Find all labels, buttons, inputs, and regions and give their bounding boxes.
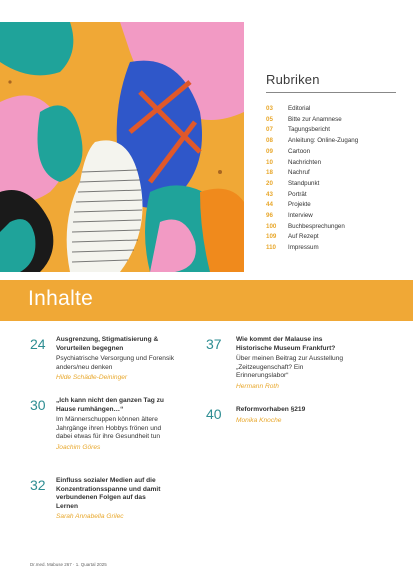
item-label: Anleitung: Online-Zugang <box>288 137 359 145</box>
article-title: Reformvorhaben §219 <box>236 406 306 413</box>
list-item[interactable] <box>266 190 396 201</box>
item-label: Projekte <box>288 201 311 209</box>
list-item[interactable] <box>266 200 396 211</box>
item-page: 109 <box>266 233 277 241</box>
rubriken-section <box>266 72 396 254</box>
item-label: Porträt <box>288 190 307 198</box>
article-author: Hilde Schädle-Deininger <box>56 374 128 382</box>
article-text <box>236 406 356 425</box>
item-page: 20 <box>266 179 273 187</box>
article-page-number: 32 <box>30 477 46 493</box>
article-page-number: 37 <box>206 336 222 352</box>
inhalte-banner <box>0 280 413 321</box>
item-page: 100 <box>266 222 277 230</box>
article-page-number: 40 <box>206 406 222 422</box>
list-item[interactable] <box>266 136 396 147</box>
article-author: Sarah Annabella Grilec <box>56 513 124 521</box>
item-label: Cartoon <box>288 147 311 155</box>
item-label: Tagungsbericht <box>288 126 330 134</box>
item-label: Standpunkt <box>288 179 320 187</box>
banner-title: Inhalte <box>28 287 94 310</box>
item-label: Bitte zur Anamnese <box>288 115 342 123</box>
item-label: Auf Rezept <box>288 233 319 241</box>
article-page-number: 24 <box>30 336 46 352</box>
item-page: 10 <box>266 158 273 166</box>
article-title: Einfluss sozialer Medien auf die Konzentrationsspanne und damit verbundenen Folgen auf das Lernen <box>56 477 161 510</box>
item-label: Impressum <box>288 244 319 252</box>
item-page: 96 <box>266 212 273 220</box>
list-item[interactable] <box>266 222 396 233</box>
list-item[interactable] <box>266 125 396 136</box>
article-author: Monika Knoche <box>236 416 282 424</box>
item-label: Buchbesprechungen <box>288 222 345 230</box>
item-page: 43 <box>266 190 273 198</box>
article-text <box>56 477 168 522</box>
list-item[interactable] <box>266 115 396 126</box>
article-text <box>56 397 168 453</box>
article-title: Wie kommt der Malause ins Historische Museum Frankfurt? <box>236 336 336 352</box>
item-page: 09 <box>266 147 273 155</box>
item-page: 08 <box>266 137 273 145</box>
list-item[interactable] <box>266 147 396 158</box>
cover-illustration <box>0 22 244 272</box>
article-subtitle: Über meinen Beitrag zur Ausstellung „Zeitzeugenschaft? Ein Erinnerungslabor“ <box>236 355 344 380</box>
article-text <box>56 336 178 383</box>
item-label: Editorial <box>288 105 311 112</box>
article-subtitle: Im Männerschuppen können ältere Jahrgänge ihren Hobbys frönen und dabei etwas für ihre Gesundheit tun <box>56 416 162 441</box>
item-label: Interview <box>288 212 313 220</box>
rubriken-list <box>266 104 396 254</box>
item-page: 18 <box>266 169 273 177</box>
item-label: Nachrichten <box>288 158 322 166</box>
article-text <box>236 336 356 392</box>
item-page: 44 <box>266 201 273 209</box>
list-item[interactable] <box>266 168 396 179</box>
list-item[interactable] <box>266 179 396 190</box>
list-item[interactable] <box>266 158 396 169</box>
article-author: Joachim Göres <box>56 443 101 451</box>
list-item[interactable] <box>266 232 396 243</box>
item-page: 03 <box>266 105 273 112</box>
article-subtitle: Psychiatrische Versorgung und Forensik anders/neu denken <box>56 355 175 371</box>
article-title: Ausgrenzung, Stigmatisierung & Vorurteilen begegnen <box>56 336 159 352</box>
list-item[interactable] <box>266 104 396 115</box>
article-author: Hermann Roth <box>236 382 279 390</box>
article-title: „Ich kann nicht den ganzen Tag zu Hause rumhängen…“ <box>56 397 164 413</box>
footer-issue-info: Dr.med. Mabuse 267 · 1. Quartal 2025 <box>30 562 107 567</box>
rubriken-heading: Rubriken <box>266 72 396 93</box>
item-label: Nachruf <box>288 169 310 177</box>
article-page-number: 30 <box>30 397 46 413</box>
item-page: 07 <box>266 126 273 134</box>
list-item[interactable] <box>266 211 396 222</box>
list-item[interactable] <box>266 243 396 254</box>
item-page: 110 <box>266 244 276 252</box>
item-page: 05 <box>266 115 273 123</box>
